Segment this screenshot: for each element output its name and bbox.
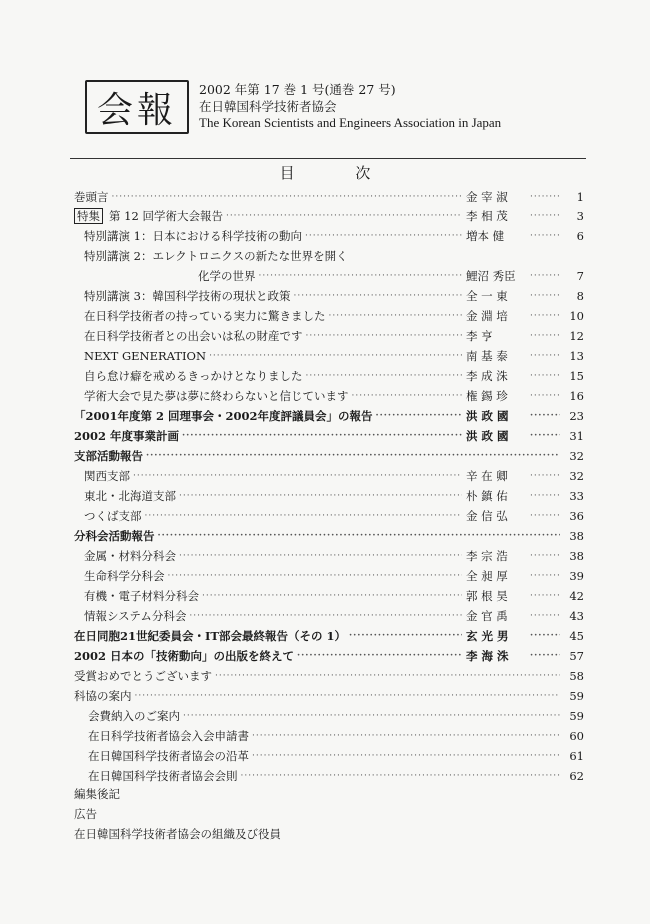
- toc-entry-author: 李 成 洙: [466, 369, 508, 383]
- toc-entry: [74, 468, 584, 484]
- toc-entry: [74, 608, 584, 624]
- leader-dots: [306, 328, 463, 344]
- leader-dots: [530, 428, 560, 444]
- toc-entry-title: 会費納入のご案内: [88, 709, 180, 723]
- toc-entry-page: 39: [569, 569, 584, 583]
- toc-entry: [74, 248, 584, 264]
- toc-entry-title: 分科会活動報告: [74, 529, 155, 543]
- toc-entry-author: 権 錫 珍: [466, 389, 508, 403]
- toc-entry-title: 自ら怠け癖を戒めるきっかけとなりました: [84, 369, 303, 383]
- toc-entry-author: 全 昶 厚: [466, 569, 508, 583]
- leader-dots: [182, 428, 462, 444]
- leader-dots: [530, 408, 560, 424]
- kaiho-logo: 会報: [85, 80, 189, 134]
- leader-dots: [530, 268, 560, 284]
- leader-dots: [133, 468, 462, 484]
- leader-dots: [293, 288, 462, 304]
- toc-entry-title: 生命科学分科会: [84, 569, 165, 583]
- leader-dots: [530, 608, 560, 624]
- special-feature-tag: 特集: [74, 208, 103, 224]
- toc-entry-author: 洪 政 國: [466, 429, 509, 443]
- toc-entry: [74, 768, 584, 784]
- toc-entry-page: 62: [569, 769, 584, 783]
- toc-entry: [74, 308, 584, 324]
- leader-dots: [530, 588, 560, 604]
- leader-dots: [349, 628, 462, 644]
- toc-entry: [74, 728, 584, 744]
- leader-dots: [112, 189, 463, 205]
- leader-dots: [241, 768, 561, 784]
- toc-entry-page: 12: [569, 329, 584, 343]
- masthead-text: [199, 82, 501, 132]
- toc-entry: [74, 328, 584, 344]
- trailing-ads: 広告: [74, 807, 97, 821]
- toc-entry-title: 化学の世界: [198, 269, 256, 283]
- toc-entry: [74, 748, 584, 764]
- toc-entry: [74, 448, 584, 464]
- toc-entry: [74, 189, 584, 205]
- toc-entry-title: 特別講演 3：韓国科学技術の現状と政策: [84, 289, 291, 303]
- toc-entry-title: 在日韓国科学技術者協会の沿革: [88, 749, 249, 763]
- leader-dots: [183, 708, 560, 724]
- toc-entry-page: 7: [576, 269, 584, 283]
- toc-entry-author: 鯉沼 秀臣: [466, 269, 516, 283]
- toc-entry-page: 31: [569, 429, 584, 443]
- leader-dots: [179, 548, 462, 564]
- toc-entry-title: 特集 第 12 回学術大会報告: [74, 208, 223, 224]
- toc-entry: [74, 668, 584, 684]
- leader-dots: [530, 228, 560, 244]
- toc-entry: [74, 368, 584, 384]
- leader-dots: [530, 189, 560, 205]
- leader-dots: [202, 588, 462, 604]
- toc-entry: [74, 388, 584, 404]
- toc-entry: [74, 208, 584, 224]
- toc-entry-author: 増本 健: [466, 229, 505, 243]
- toc-entry: [74, 508, 584, 524]
- toc-entry-page: 42: [569, 589, 584, 603]
- leader-dots: [530, 328, 560, 344]
- toc-entry: [74, 708, 584, 724]
- toc-entry: [74, 648, 584, 664]
- toc-entry-title: 東北・北海道支部: [84, 489, 176, 503]
- leader-dots: [329, 308, 463, 324]
- leader-dots: [179, 488, 462, 504]
- toc-entry-title: 在日科学技術者の持っている実力に驚きました: [84, 309, 326, 323]
- toc-entry-page: 15: [569, 369, 584, 383]
- toc-entry-page: 59: [569, 709, 584, 723]
- leader-dots: [305, 228, 462, 244]
- leader-dots: [352, 388, 463, 404]
- toc-entry-author: 金 官 禹: [466, 609, 508, 623]
- toc-entry-page: 36: [569, 509, 584, 523]
- toc-entry-page: 45: [569, 629, 584, 643]
- toc-entry: [74, 428, 584, 444]
- toc-entry: [74, 348, 584, 364]
- toc-entry-page: 59: [569, 689, 584, 703]
- leader-dots: [530, 548, 560, 564]
- toc-entry-page: 6: [576, 229, 584, 243]
- toc-entry-title: NEXT GENERATION: [84, 349, 207, 363]
- leader-dots: [530, 348, 560, 364]
- leader-dots: [209, 348, 462, 364]
- toc-entry-page: 3: [576, 209, 584, 223]
- leader-dots: [168, 568, 463, 584]
- leader-dots: [530, 568, 560, 584]
- leader-dots: [530, 388, 560, 404]
- toc-entry-page: 23: [569, 409, 584, 423]
- trailing-editor-note: 編集後記: [74, 787, 120, 801]
- toc-entry-author: 李 海 洙: [466, 649, 509, 663]
- toc-entry-page: 8: [576, 289, 584, 303]
- leader-dots: [135, 688, 561, 704]
- toc-entry-author: 李 宗 浩: [466, 549, 508, 563]
- toc-entry-title: 「2001年度第 2 回理事会・2002年度評議員会」の報告: [74, 409, 373, 423]
- toc-entry: [74, 548, 584, 564]
- toc-entry: [74, 568, 584, 584]
- toc-entry-author: 金 宰 淑: [466, 190, 508, 204]
- toc-entry-page: 60: [569, 729, 584, 743]
- leader-dots: [297, 648, 462, 664]
- toc-entry-page: 33: [569, 489, 584, 503]
- masthead: [85, 80, 575, 140]
- org-name-jp: 在日韓国科学技術者協会: [199, 98, 337, 114]
- toc-entry-title: 学術大会で見た夢は夢に終わらないと信じています: [84, 389, 349, 403]
- toc-entry: [74, 268, 584, 284]
- leader-dots: [376, 408, 462, 424]
- trailing-organization: 在日韓国科学技術者協会の組織及び役員: [74, 827, 281, 841]
- toc-entry: [74, 588, 584, 604]
- toc-entry-author: 郭 根 昊: [466, 589, 508, 603]
- toc-entry-title: 特別講演 2：エレクトロニクスの新たな世界を開く: [84, 249, 348, 263]
- toc-entry-page: 58: [569, 669, 584, 683]
- leader-dots: [530, 508, 560, 524]
- leader-dots: [530, 488, 560, 504]
- toc-entry: [74, 228, 584, 244]
- toc-entry-title: つくば支部: [84, 509, 142, 523]
- toc-entry-page: 61: [569, 749, 584, 763]
- toc-entry-page: 13: [569, 349, 584, 363]
- leader-dots: [145, 508, 463, 524]
- toc-entry-title: 金属・材料分科会: [84, 549, 176, 563]
- toc-entry-title: 関西支部: [84, 469, 130, 483]
- toc-entry-author: 李 亨: [466, 329, 493, 343]
- toc-entry-page: 32: [569, 449, 584, 463]
- leader-dots: [259, 268, 463, 284]
- toc-entry-author: 洪 政 國: [466, 409, 509, 423]
- leader-dots: [530, 468, 560, 484]
- leader-dots: [252, 728, 560, 744]
- toc-entry-page: 38: [569, 529, 584, 543]
- toc-entry-title: 在日科学技術者協会入会申請書: [88, 729, 249, 743]
- toc-entry-title: 巻頭言: [74, 190, 109, 204]
- toc-entry-title: 在日韓国科学技術者協会会則: [88, 769, 238, 783]
- leader-dots: [226, 208, 462, 224]
- toc-entry-author: 全 一 東: [466, 289, 508, 303]
- leader-dots: [189, 608, 462, 624]
- leader-dots: [530, 648, 560, 664]
- leader-dots: [530, 288, 560, 304]
- org-name-en: The Korean Scientists and Engineers Association in Japan: [199, 115, 502, 130]
- leader-dots: [530, 308, 560, 324]
- toc-entry-title: 在日同胞21世紀委員会・IT部会最終報告（その 1）: [74, 629, 346, 643]
- toc-entry: [74, 528, 584, 544]
- toc-title: 目 次: [279, 164, 399, 182]
- toc-entry: [74, 488, 584, 504]
- toc-entry-author: 南 基 泰: [466, 349, 508, 363]
- toc-entry-title: 支部活動報告: [74, 449, 143, 463]
- leader-dots: [530, 628, 560, 644]
- header-rule: [70, 158, 586, 159]
- toc-entry: [74, 288, 584, 304]
- leader-dots: [215, 668, 560, 684]
- leader-dots: [306, 368, 463, 384]
- leader-dots: [530, 368, 560, 384]
- issue-info: 2002 年第 17 巻 1 号(通巻 27 号): [199, 82, 396, 97]
- toc-entry-author: 朴 鎮 佑: [466, 489, 508, 503]
- toc-entry-author: 辛 在 卿: [466, 469, 508, 483]
- toc-entry-title: 情報システム分科会: [84, 609, 187, 623]
- leader-dots: [252, 748, 560, 764]
- toc-entry-page: 38: [569, 549, 584, 563]
- toc-entry-title: 在日科学技術者との出会いは私の財産です: [84, 329, 303, 343]
- toc-entry-page: 32: [569, 469, 584, 483]
- toc-entry: [74, 688, 584, 704]
- toc-entry-title: 有機・電子材料分科会: [84, 589, 199, 603]
- toc-entry-title: 2002 日本の「技術動向」の出版を終えて: [74, 649, 295, 663]
- toc-entry-author: 玄 光 男: [466, 629, 509, 643]
- toc-entry-title: 特別講演 1：日本における科学技術の動向: [84, 229, 302, 243]
- toc-entry: [74, 628, 584, 644]
- toc-entry-page: 1: [576, 190, 584, 204]
- toc-entry-page: 57: [569, 649, 584, 663]
- toc-entry-title: 科協の案内: [74, 689, 132, 703]
- toc-entry-page: 43: [569, 609, 584, 623]
- toc-entry: [74, 408, 584, 424]
- leader-dots: [530, 208, 560, 224]
- toc-entry-title: 2002 年度事業計画: [74, 429, 180, 443]
- leader-dots: [158, 528, 561, 544]
- toc-entry-page: 10: [569, 309, 584, 323]
- toc-entry-title: 受賞おめでとうございます: [74, 669, 212, 683]
- toc-entry-page: 16: [569, 389, 584, 403]
- leader-dots: [146, 448, 560, 464]
- toc-entry-author: 金 淵 培: [466, 309, 508, 323]
- toc-entry-author: 金 信 弘: [466, 509, 508, 523]
- toc-entry-author: 李 相 茂: [466, 209, 508, 223]
